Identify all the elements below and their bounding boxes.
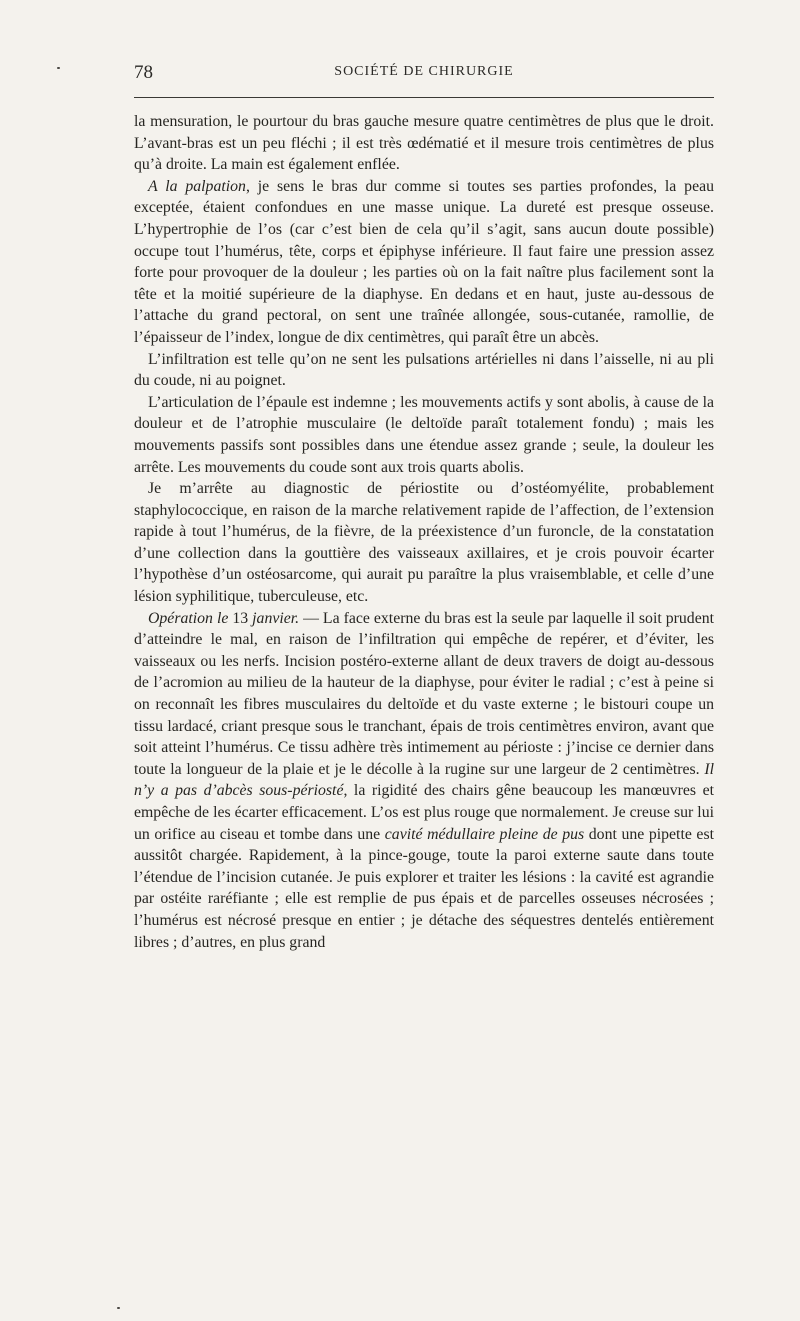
- paragraph-text: , je sens le bras dur comme si toutes ses parties profondes, la peau exceptée, étaient confondues en une masse unique. La dureté est presque osseuse. L’hypertrophie de l’os (car c’est bien de cela qu’il s’agit, sans aucun doute possible) occupe tout l’humérus, tête, corps et épiphyse inférieure. Il faut faire une pression assez forte pour provoquer de la douleur ; les parties où on la fait naître plus facilement sont la tête et la moitié supérieure de la diaphyse. En dedans et en haut, juste au-dessous de l’attache du grand pectoral, on sent une traînée allongée, sous-cutanée, ramollie, de l’épaisseur de l’index, longue de dix centimètres, qui paraît être un abcès.: [134, 177, 714, 346]
- italic-text: A la palpation: [148, 177, 246, 195]
- paragraph-text: , la rigidité des chairs gêne beaucoup les manœuvres et empêche de les écarter efficacement. L’os est plus rouge que normalement. Je creuse sur lui un orifice au ciseau et tombe dans une: [134, 782, 714, 843]
- paragraph: [134, 478, 714, 608]
- italic-text: Il n’y a pas d’abcès sous-périosté: [134, 760, 714, 800]
- running-head: SOCIÉTÉ DE CHIRURGIE: [334, 64, 514, 79]
- paragraph-text: dont une pipette est aussitôt chargée. Rapidement, à la pince-gouge, toute la paroi externe saute dans toute l’étendue de l’incision cutanée. Je puis explorer et traiter les lésions : la cavité est agrandie par ostéite raréfiante ; elle est remplie de pus épais et de parcelles osseuses nécrosées ; l’humérus est nécrosé presque en entier ; je détache des séquestres dentelés entièrement libres ; d’autres, en plus grand: [134, 825, 714, 951]
- paragraph: [134, 392, 714, 478]
- header-rule: [134, 97, 714, 98]
- paragraph-text: — La face externe du bras est la seule par laquelle il soit prudent d’atteindre le mal, en raison de l’infiltration qui empêche de repérer, et d’éviter, les vaisseaux ou les nerfs. Incision postéro-externe allant de deux travers de doigt au-dessous de l’acromion au milieu de la hauteur de la diaphyse, pour éviter le radial ; c’est à peine si on reconnaît les fibres musculaires du deltoïde et du vaste externe ; le bistouri coupe un tissu lardacé, criant presque sous le tranchant, épais de trois centimètres environ, avant que soit atteint l’humérus. Ce tissu adhère très intimement au périoste : j’incise ce dernier dans toute la longueur de la plaie et je le décolle à la rugine sur une largeur de 2 centimètres.: [134, 609, 714, 778]
- italic-text: cavité médullaire pleine de pus: [384, 825, 585, 843]
- margin-speck: [117, 1307, 120, 1309]
- paragraph: [134, 608, 714, 954]
- body-text: [134, 111, 714, 953]
- italic-text: janvier.: [252, 609, 300, 627]
- paragraph-text: la mensuration, le pourtour du bras gauche mesure quatre centimètres de plus que le droit. L’avant-bras est un peu fléchi ; il est très œdématié et il mesure trois centimètres de plus qu’à droite. La main est également enflée.: [134, 113, 714, 174]
- margin-speck: [57, 67, 60, 69]
- paragraph-text: L’infiltration est telle qu’on ne sent les pulsations artérielles ni dans l’aisselle, ni au pli du coude, ni au poignet.: [134, 350, 714, 390]
- page-header: [134, 58, 714, 88]
- paragraph: [134, 349, 714, 392]
- paragraph: [134, 176, 714, 349]
- italic-text: Opération le: [148, 609, 229, 627]
- paragraph-text: Je m’arrête au diagnostic de périostite ou d’ostéomyélite, probablement staphylococcique, en raison de la marche relativement rapide de l’affection, de l’extension rapide à tout l’humérus, de la fièvre, de la préexistence d’un furoncle, de la constatation d’une collection dans la gouttière des vaisseaux axillaires, et je crois pouvoir écarter l’hypothèse d’un ostéosarcome, qui aurait pu paraître la plus vraisemblable, et celle d’une lésion syphilitique, tuberculeuse, etc.: [134, 480, 714, 606]
- paragraph: [134, 111, 714, 176]
- paragraph-text: 13: [228, 609, 253, 627]
- paragraph-text: L’articulation de l’épaule est indemne ; les mouvements actifs y sont abolis, à cause de la douleur et de l’atrophie musculaire (le deltoïde paraît totalement fondu) ; mais les mouvements passifs sont possibles dans une étendue assez grande ; seule, la douleur les arrête. Les mouvements du coude sont aux trois quarts abolis.: [134, 393, 714, 476]
- page-number: 78: [134, 62, 153, 83]
